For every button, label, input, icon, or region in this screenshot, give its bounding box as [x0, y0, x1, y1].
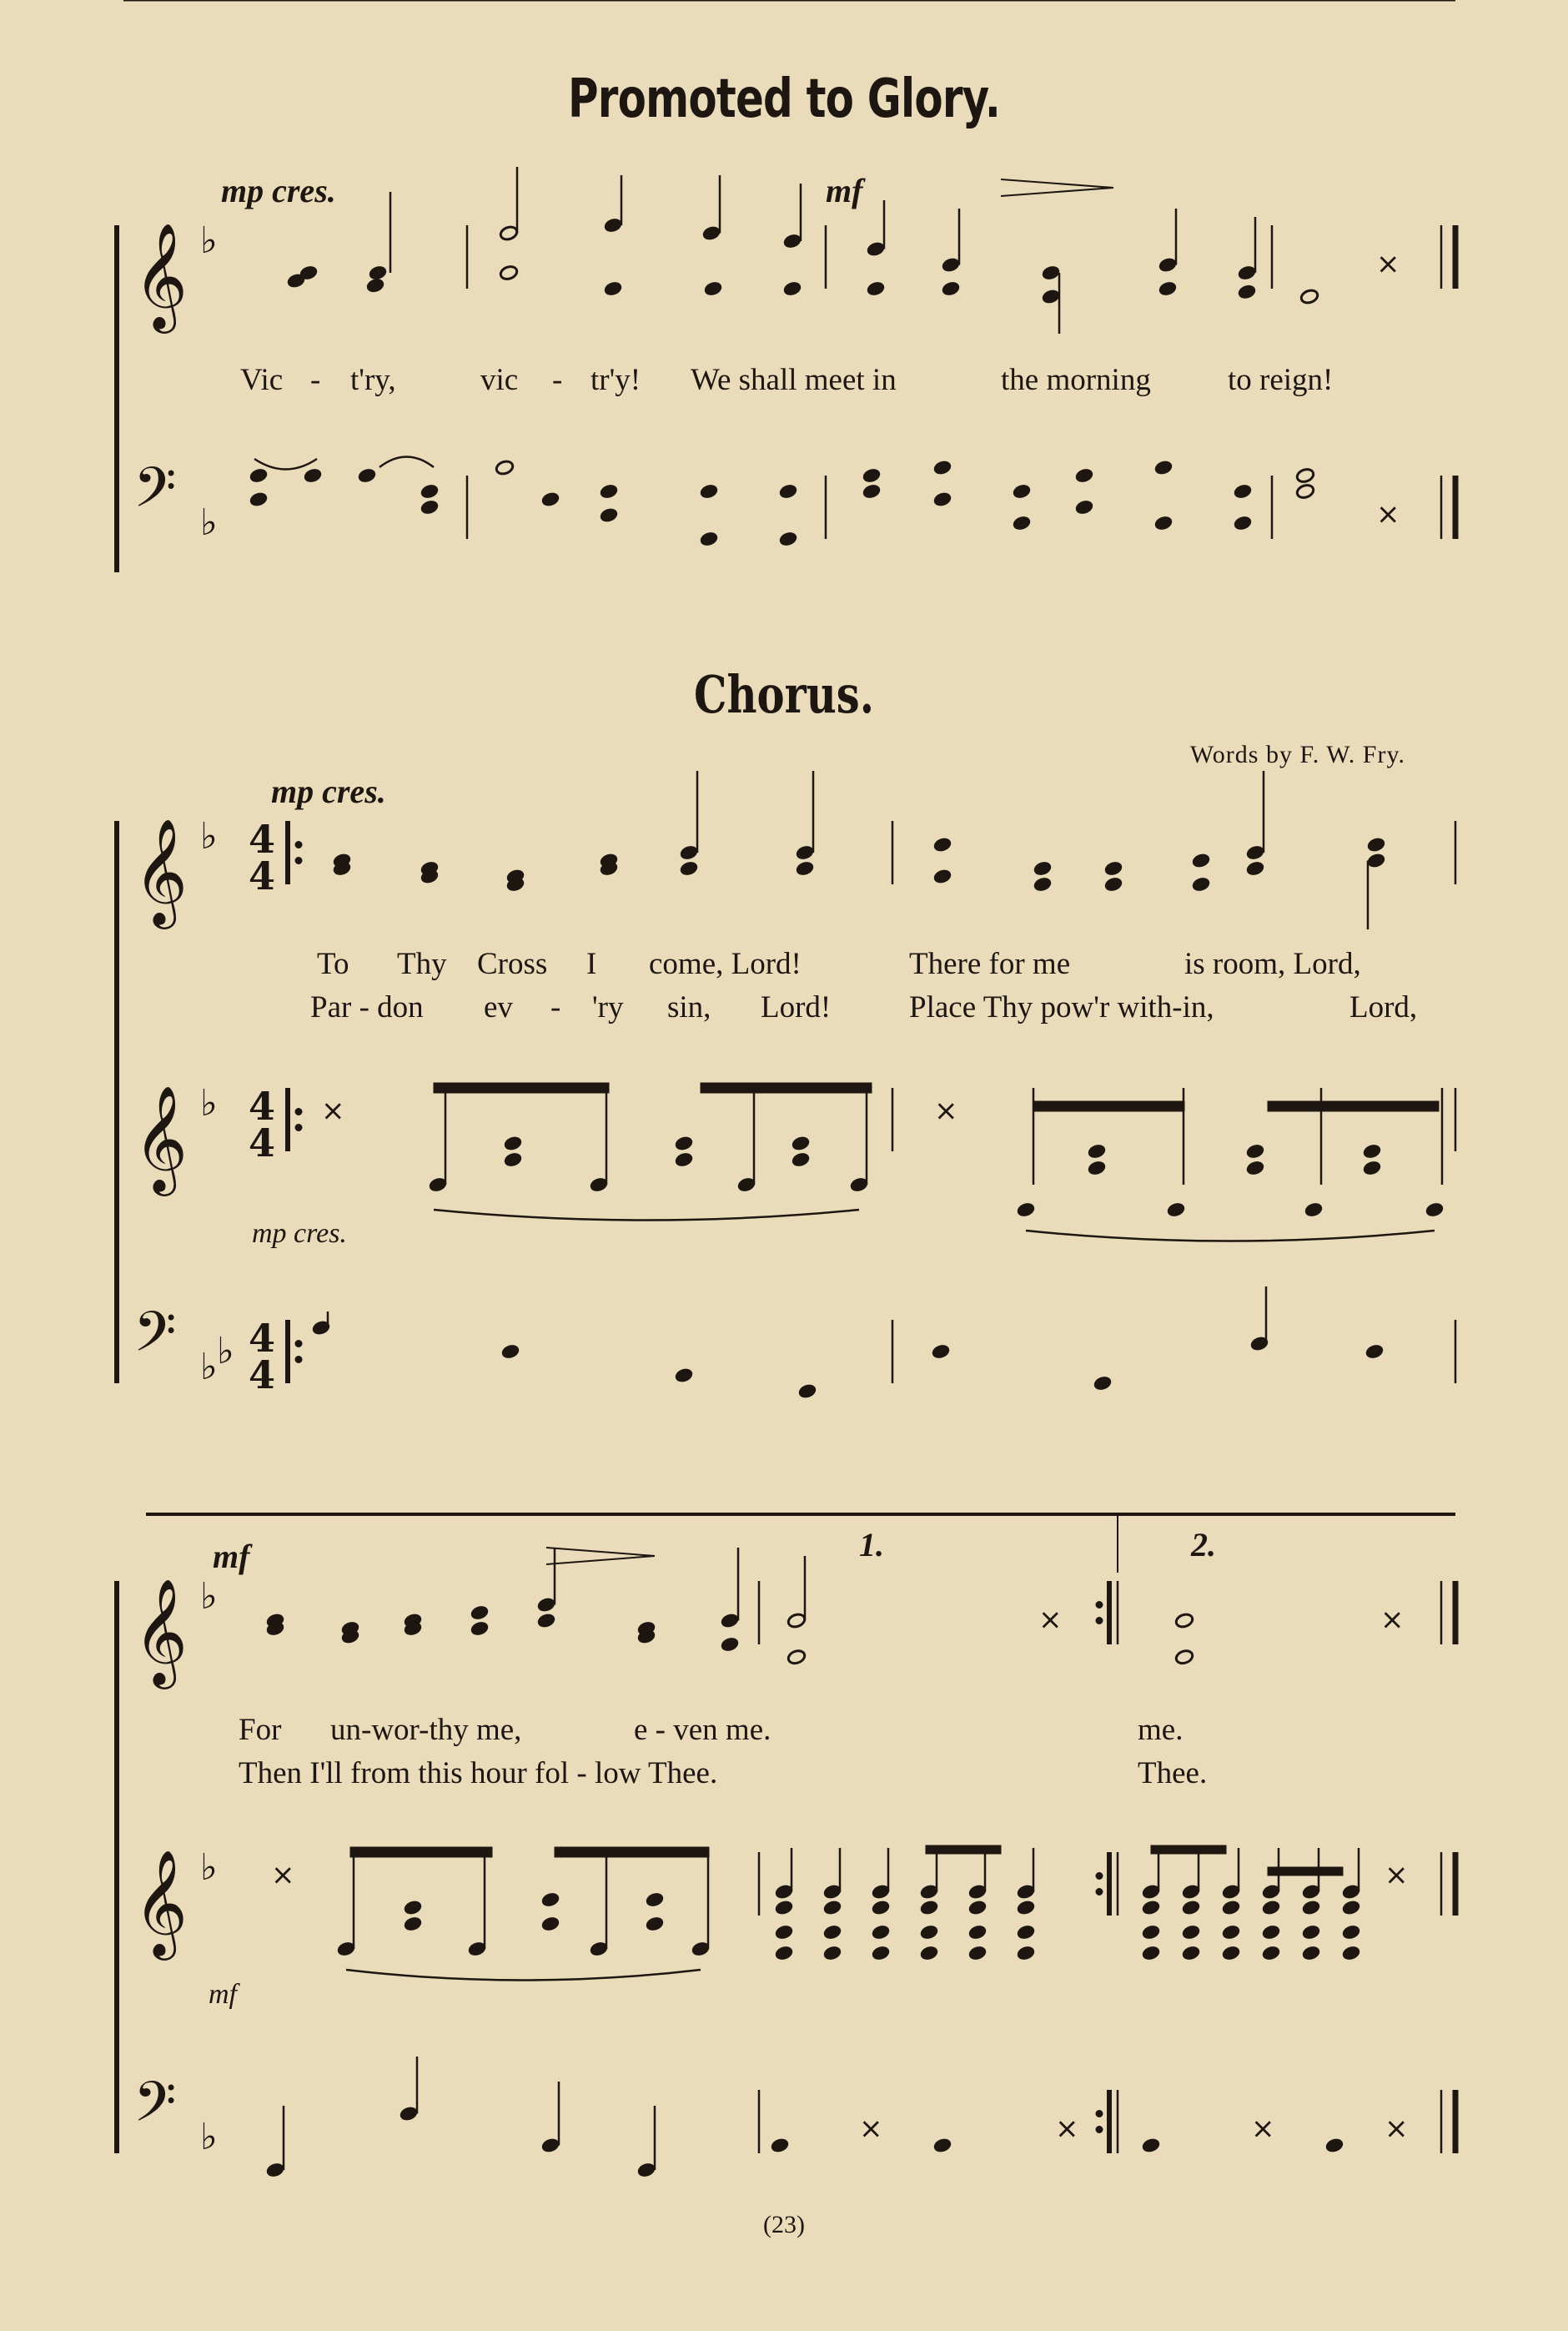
note-head: [1174, 1613, 1194, 1629]
note-head: [862, 467, 882, 484]
note-head: [1233, 483, 1253, 500]
dynamic-marking: mf: [213, 1538, 250, 1575]
note-head: [1074, 467, 1094, 484]
note-head: [503, 1151, 523, 1168]
rest-symbol: ×: [1385, 1858, 1409, 1892]
lyric-syllable: I: [586, 947, 597, 981]
note-head: [1295, 483, 1315, 500]
first-ending-label: 1.: [859, 1526, 884, 1563]
note-head: [1093, 1375, 1113, 1392]
note-head: [703, 280, 723, 297]
note-head: [699, 531, 719, 547]
lyric-syllable: tr'y!: [591, 363, 641, 397]
rest-symbol: ×: [859, 2112, 883, 2146]
note-head: [1012, 483, 1032, 500]
note-head: [862, 483, 882, 500]
note-head: [699, 483, 719, 500]
lyric-syllable: t'ry,: [350, 363, 396, 397]
flat-accidental: ♭: [200, 1346, 218, 1388]
lyric-syllable: Then I'll from this hour fol - low Thee.: [239, 1756, 718, 1790]
note-head: [540, 1916, 560, 1932]
lyric-syllable: e - ven me.: [634, 1713, 771, 1747]
note-head: [1074, 499, 1094, 516]
note-head: [782, 233, 802, 249]
lyric-syllable: -: [552, 363, 563, 397]
lyric-syllable: Place Thy pow'r with-in,: [909, 990, 1214, 1025]
note-head: [679, 860, 699, 877]
slur: [434, 1210, 859, 1221]
note-head: [1233, 515, 1253, 531]
hairpin: [546, 1548, 655, 1556]
note-head: [603, 280, 623, 297]
note-head: [1033, 876, 1053, 893]
treble-clef: 𝄞: [133, 222, 188, 329]
beam: [1034, 1101, 1184, 1111]
lyric-syllable: un-wor-thy me,: [330, 1713, 522, 1747]
note-head: [778, 483, 798, 500]
lyric-syllable: -: [550, 990, 561, 1025]
lyric-syllable: -: [310, 363, 321, 397]
flat-accidental: ♭: [200, 815, 218, 858]
rest-symbol: ×: [934, 1094, 958, 1128]
note-head: [1245, 1160, 1265, 1176]
repeat-dot: [1096, 2127, 1103, 2133]
note-head: [536, 1597, 556, 1614]
flat-accidental: ♭: [200, 1082, 218, 1125]
note-head: [770, 2137, 790, 2154]
dynamic-marking: mf: [209, 1979, 237, 2010]
note-head: [249, 491, 269, 508]
lyric-syllable: Lord!: [761, 990, 832, 1025]
note-head: [1166, 1201, 1186, 1218]
note-head: [795, 844, 815, 861]
note-head: [1237, 264, 1257, 281]
note-head: [774, 1900, 794, 1916]
note-head: [774, 1945, 794, 1961]
hairpin: [1001, 188, 1113, 196]
note-head: [420, 483, 440, 500]
note-head: [1103, 860, 1123, 877]
note-head: [645, 1916, 665, 1932]
lyric-syllable: For: [239, 1713, 282, 1747]
note-head: [1341, 1900, 1361, 1916]
note-head: [357, 467, 377, 484]
note-head: [265, 2162, 285, 2178]
note-head: [1181, 1900, 1201, 1916]
second-ending-label: 2.: [1191, 1526, 1216, 1563]
note-head: [1016, 1945, 1036, 1961]
note-head: [871, 1924, 891, 1941]
note-head: [1181, 1945, 1201, 1961]
note-head: [1191, 876, 1211, 893]
note-head: [1221, 1924, 1241, 1941]
note-head: [1016, 1924, 1036, 1941]
note-head: [1033, 860, 1053, 877]
note-head: [787, 1649, 807, 1665]
bass-clef: 𝄢: [133, 456, 177, 533]
note-head: [701, 225, 721, 242]
repeat-dot: [295, 1109, 302, 1115]
note-head: [871, 1900, 891, 1916]
note-head: [420, 499, 440, 516]
note-head: [249, 467, 269, 484]
dynamic-marking: mp cres.: [252, 1218, 347, 1249]
note-head: [1221, 1900, 1241, 1916]
note-head: [791, 1151, 811, 1168]
note-head: [1153, 515, 1173, 531]
time-signature: 4: [249, 1084, 276, 1129]
time-signature: 4: [249, 1316, 276, 1361]
rest-symbol: ×: [1385, 2112, 1409, 2146]
note-head: [365, 277, 385, 294]
note-head: [778, 531, 798, 547]
note-head: [919, 1945, 939, 1961]
note-head: [1261, 1900, 1281, 1916]
lyric-syllable: come, Lord!: [649, 947, 802, 981]
note-head: [1261, 1945, 1281, 1961]
note-head: [932, 868, 952, 885]
bass-clef: 𝄢: [133, 1300, 177, 1377]
note-head: [540, 2137, 560, 2154]
repeat-dot: [1096, 1602, 1103, 1609]
lyric-syllable: the morning: [1001, 363, 1151, 397]
lyric-syllable: me.: [1138, 1713, 1184, 1747]
note-head: [1261, 1924, 1281, 1941]
note-head: [919, 1900, 939, 1916]
note-head: [932, 460, 952, 476]
note-head: [720, 1613, 740, 1629]
repeat-dot: [295, 1357, 302, 1363]
note-head: [1158, 257, 1178, 274]
note-head: [1301, 1945, 1321, 1961]
note-head: [866, 280, 886, 297]
lyric-syllable: We shall meet in: [691, 363, 897, 397]
note-head: [1041, 264, 1061, 281]
time-signature: 4: [249, 817, 276, 862]
note-head: [1425, 1201, 1445, 1218]
note-head: [1087, 1160, 1107, 1176]
beam: [1151, 1845, 1226, 1854]
note-head: [470, 1620, 490, 1637]
treble-clef: 𝄞: [133, 1085, 188, 1191]
note-head: [399, 2106, 419, 2122]
note-head: [499, 264, 519, 281]
slur: [379, 457, 434, 468]
note-head: [941, 257, 961, 274]
note-head: [499, 225, 519, 242]
lyric-syllable: vic: [480, 363, 519, 397]
note-head: [1153, 460, 1173, 476]
note-head: [403, 1900, 423, 1916]
note-head: [931, 1343, 951, 1360]
note-head: [536, 1613, 556, 1629]
flat-accidental: ♭: [200, 1846, 218, 1889]
time-signature: 4: [249, 853, 276, 899]
note-head: [871, 1945, 891, 1961]
note-head: [636, 2162, 656, 2178]
repeat-dot: [295, 1125, 302, 1131]
flat-accidental: ♭: [200, 2116, 218, 2158]
beam: [926, 1845, 1001, 1854]
flat-accidental: ♭: [200, 1575, 218, 1618]
note-head: [774, 1924, 794, 1941]
beam: [434, 1083, 609, 1093]
chorus-heading: Chorus.: [693, 664, 874, 725]
bass-clef: 𝄢: [133, 2070, 177, 2147]
note-head: [1304, 1201, 1324, 1218]
repeat-dot: [1096, 1873, 1103, 1880]
hairpin: [1001, 179, 1113, 188]
flat-accidental: ♭: [200, 501, 218, 544]
note-head: [797, 1383, 817, 1400]
note-head: [540, 491, 560, 508]
note-head: [1362, 1160, 1382, 1176]
note-head: [495, 460, 515, 476]
lyric-syllable: is room, Lord,: [1184, 947, 1361, 981]
note-head: [303, 467, 323, 484]
lyric-syllable: ev: [484, 990, 513, 1025]
lyric-syllable: sin,: [667, 990, 711, 1025]
note-head: [1245, 844, 1265, 861]
note-head: [599, 483, 619, 500]
note-head: [932, 2137, 952, 2154]
note-head: [470, 1604, 490, 1621]
note-head: [368, 264, 388, 281]
note-head: [795, 860, 815, 877]
note-head: [1041, 289, 1061, 305]
note-head: [822, 1924, 842, 1941]
note-head: [866, 241, 886, 258]
note-head: [782, 280, 802, 297]
lyric-syllable: Cross: [477, 947, 548, 981]
time-signature: 4: [249, 1352, 276, 1397]
note-head: [674, 1367, 694, 1384]
dynamic-marking: mp cres.: [271, 773, 386, 810]
note-head: [1362, 1143, 1382, 1160]
lyric-syllable: Lord,: [1349, 990, 1418, 1025]
note-head: [787, 1613, 807, 1629]
note-head: [645, 1891, 665, 1908]
words-credit: Words by F. W. Fry.: [1189, 741, 1405, 768]
note-head: [1237, 284, 1257, 300]
note-head: [603, 217, 623, 234]
note-head: [967, 1924, 988, 1941]
rest-symbol: ×: [1055, 2112, 1079, 2146]
note-head: [967, 1945, 988, 1961]
lyric-syllable: to reign!: [1228, 363, 1334, 397]
note-head: [1341, 1945, 1361, 1961]
note-head: [1141, 2137, 1161, 2154]
flat-accidental: ♭: [217, 1330, 234, 1372]
note-head: [1366, 853, 1386, 869]
repeat-dot: [1096, 1618, 1103, 1624]
slur: [254, 459, 317, 470]
rest-symbol: ×: [1376, 497, 1400, 531]
lyric-syllable: Par - don: [310, 990, 424, 1025]
note-head: [1364, 1343, 1385, 1360]
slur: [346, 1970, 701, 1981]
rest-symbol: ×: [1251, 2112, 1275, 2146]
note-head: [1141, 1900, 1161, 1916]
note-head: [1158, 280, 1178, 297]
note-head: [1341, 1924, 1361, 1941]
note-head: [967, 1900, 988, 1916]
note-head: [540, 1891, 560, 1908]
repeat-dot: [1096, 2111, 1103, 2117]
note-head: [503, 1135, 523, 1152]
lyric-syllable: There for me: [909, 947, 1071, 981]
treble-clef: 𝄞: [133, 818, 188, 924]
repeat-dot: [295, 858, 302, 864]
note-head: [1103, 876, 1123, 893]
lyric-syllable: Vic: [240, 363, 284, 397]
note-head: [932, 837, 952, 853]
note-head: [941, 280, 961, 297]
note-head: [1141, 1945, 1161, 1961]
note-head: [919, 1924, 939, 1941]
dynamic-marking: mp cres.: [221, 172, 336, 209]
dynamic-marking: mf: [826, 172, 863, 209]
note-head: [1012, 515, 1032, 531]
note-head: [599, 507, 619, 524]
note-head: [1016, 1900, 1036, 1916]
repeat-dot: [295, 1341, 302, 1347]
beam: [350, 1847, 492, 1857]
note-head: [674, 1135, 694, 1152]
note-head: [720, 1636, 740, 1653]
lyric-syllable: To: [317, 947, 349, 981]
repeat-dot: [295, 842, 302, 848]
note-head: [1141, 1924, 1161, 1941]
note-head: [1324, 2137, 1344, 2154]
note-head: [1191, 853, 1211, 869]
note-head: [822, 1945, 842, 1961]
rest-symbol: ×: [1038, 1603, 1063, 1637]
lyric-syllable: 'ry: [592, 990, 624, 1025]
beam: [555, 1847, 709, 1857]
beam: [1268, 1867, 1343, 1875]
hairpin: [546, 1556, 655, 1564]
rest-symbol: ×: [1380, 1603, 1405, 1637]
rest-symbol: ×: [271, 1858, 295, 1892]
note-head: [932, 491, 952, 508]
treble-clef: 𝄞: [133, 1849, 188, 1956]
page-number: (23): [763, 2211, 805, 2238]
note-head: [1245, 1143, 1265, 1160]
beam: [1268, 1101, 1439, 1111]
note-head: [1181, 1924, 1201, 1941]
note-head: [1245, 860, 1265, 877]
note-head: [1295, 467, 1315, 484]
note-head: [1301, 1924, 1321, 1941]
note-head: [1301, 1900, 1321, 1916]
note-head: [679, 844, 699, 861]
note-head: [500, 1343, 520, 1360]
note-head: [1087, 1143, 1107, 1160]
lyric-syllable: Thee.: [1138, 1756, 1208, 1790]
page-title: Promoted to Glory.: [567, 68, 1001, 130]
rest-symbol: ×: [1376, 247, 1400, 281]
note-head: [791, 1135, 811, 1152]
lyric-syllable: Thy: [397, 947, 447, 981]
note-head: [674, 1151, 694, 1168]
note-head: [822, 1900, 842, 1916]
treble-clef: 𝄞: [133, 1578, 188, 1684]
beam: [701, 1083, 872, 1093]
flat-accidental: ♭: [200, 219, 218, 262]
rest-symbol: ×: [321, 1094, 345, 1128]
note-head: [1221, 1945, 1241, 1961]
slur: [1026, 1231, 1435, 1241]
note-head: [1174, 1649, 1194, 1665]
repeat-dot: [1096, 1889, 1103, 1896]
note-head: [1366, 837, 1386, 853]
note-head: [1299, 289, 1319, 305]
note-head: [403, 1916, 423, 1932]
note-head: [1016, 1201, 1036, 1218]
time-signature: 4: [249, 1120, 276, 1166]
